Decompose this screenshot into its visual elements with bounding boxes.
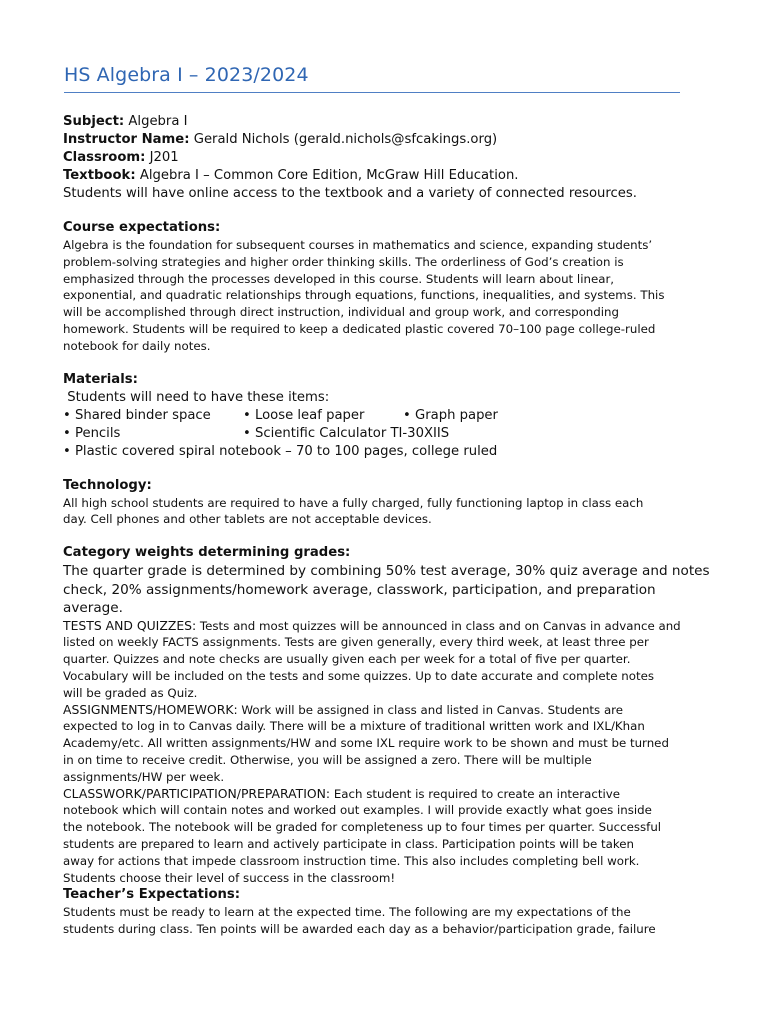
classwork-paragraph [63, 786, 713, 887]
course-heading: Course expectations: [63, 220, 221, 235]
grades-summary [63, 562, 713, 618]
course-line: Algebra is the foundation for subsequent courses in mathematics and science, expanding students’ [63, 238, 653, 252]
classroom-label: Classroom: [63, 150, 146, 165]
grades-heading: Category weights determining grades: [63, 545, 351, 561]
materials-row [63, 407, 713, 425]
materials-heading: Materials: [63, 371, 138, 387]
assignments-paragraph [63, 702, 713, 786]
instructor-value: Gerald Nichols (gerald.nichols@sfcakings.org) [193, 132, 498, 147]
tests-line: Vocabulary will be included on the tests and some quizzes. Up to date accurate and complete notes [63, 669, 655, 684]
tests-first-line [63, 618, 713, 635]
document-body [63, 113, 713, 938]
technology-paragraph [63, 495, 713, 529]
assignments-line: Work will be assigned in class and listed in Canvas. Students are [237, 702, 624, 717]
subject-value: Algebra I [128, 114, 188, 129]
list-item: • Graph paper [403, 407, 498, 423]
instructor-label: Instructor Name: [63, 132, 190, 147]
classwork-line: notebook which will contain notes and worked out examples. I will provide exactly what goes inside [63, 803, 652, 818]
access-line: Students will have online access to the textbook and a variety of connected resources. [63, 186, 637, 201]
assignments-line: assignments/HW per week. [63, 769, 225, 784]
tests-line: will be graded as Quiz. [63, 685, 198, 700]
tests-line: Tests and most quizzes will be announced in class and on Canvas in advance and [196, 618, 681, 633]
classwork-line: students are prepared to learn and actively participate in class. Participation points will be taken [63, 837, 634, 852]
technology-heading: Technology: [63, 477, 152, 493]
textbook-value: Algebra I – Common Core Edition, McGraw Hill Education. [139, 168, 519, 183]
textbook-line [63, 167, 713, 185]
assignments-first-line [63, 702, 713, 719]
classwork-line: the notebook. The notebook will be graded for completeness up to four times per quarter. Successful [63, 820, 662, 835]
classwork-first-line [63, 786, 713, 803]
course-line: problem-solving strategies and higher order thinking skills. The orderliness of God’s creation is [63, 254, 624, 269]
list-item: • Scientific Calculator TI-30XIIS [243, 425, 450, 441]
classwork-line: away for actions that impede classroom instruction time. This also includes completing bell work. [63, 853, 640, 868]
classroom-line [63, 149, 713, 167]
subject-line [63, 113, 713, 131]
list-item: • Shared binder space [63, 407, 211, 423]
tests-label: TESTS AND QUIZZES: [63, 617, 197, 633]
classroom-value: J201 [149, 150, 179, 165]
course-line: exponential, and quadratic relationships through equations, functions, inequalities, and systems. This [63, 288, 665, 303]
subject-label: Subject: [63, 114, 125, 129]
list-item: • Pencils [63, 425, 121, 441]
teacher-line: students during class. Ten points will be awarded each day as a behavior/participation grade, failure [63, 922, 656, 937]
list-item: • Plastic covered spiral notebook – 70 to 100 pages, college ruled [63, 443, 498, 459]
assignments-line: expected to log in to Canvas daily. There will be a mixture of traditional written work and IXL/Khan [63, 719, 645, 734]
assignments-line: in on time to receive credit. Otherwise, you will be assigned a zero. There will be multiple [63, 753, 592, 768]
classwork-line: Students choose their level of success in the classroom! [63, 870, 396, 885]
classwork-label: CLASSWORK/PARTICIPATION/PREPARATION: [63, 785, 331, 801]
assignments-line: Academy/etc. All written assignments/HW and some IXL require work to be shown and must be turned [63, 736, 669, 751]
assignments-label: ASSIGNMENTS/HOMEWORK: [63, 701, 238, 717]
course-line: will be accomplished through direct instruction, individual and group work, and corresponding [63, 305, 620, 320]
teacher-heading: Teacher’s Expectations: [63, 887, 241, 903]
course-line: emphasized through the processes developed in this course. Students will learn about linear, [63, 271, 615, 286]
document-title: HS Algebra I – 2023/2024 [64, 64, 309, 86]
list-item: • Loose leaf paper [243, 407, 365, 423]
technology-line: All high school students are required to have a fully charged, fully functioning laptop in class each [63, 495, 644, 510]
teacher-paragraph [63, 904, 713, 938]
title-divider [64, 92, 680, 93]
course-paragraph [63, 237, 713, 355]
tests-line: quarter. Quizzes and note checks are usually given each per week for a total of five per quarter. [63, 652, 631, 667]
teacher-line: Students must be ready to learn at the expected time. The following are my expectations of the [63, 905, 631, 920]
course-line: notebook for daily notes. [63, 338, 211, 353]
grades-summary-line: check, 20% assignments/homework average, classwork, participation, and preparation [63, 581, 656, 598]
tests-line: listed on weekly FACTS assignments. Tests are given generally, every third week, at least three per [63, 635, 649, 650]
course-line: homework. Students will be required to keep a dedicated plastic covered 70–100 page college-ruled [63, 321, 656, 336]
technology-line: day. Cell phones and other tablets are not acceptable devices. [63, 512, 432, 527]
instructor-line [63, 131, 713, 149]
classwork-line: Each student is required to create an interactive [330, 786, 621, 801]
textbook-label: Textbook: [63, 168, 136, 183]
grades-summary-line: average. [63, 600, 123, 617]
materials-row [63, 443, 713, 461]
materials-intro: Students will need to have these items: [63, 389, 330, 405]
grades-summary-line: The quarter grade is determined by combining 50% test average, 30% quiz average and notes [63, 563, 710, 580]
materials-row [63, 425, 713, 443]
tests-paragraph [63, 618, 713, 702]
